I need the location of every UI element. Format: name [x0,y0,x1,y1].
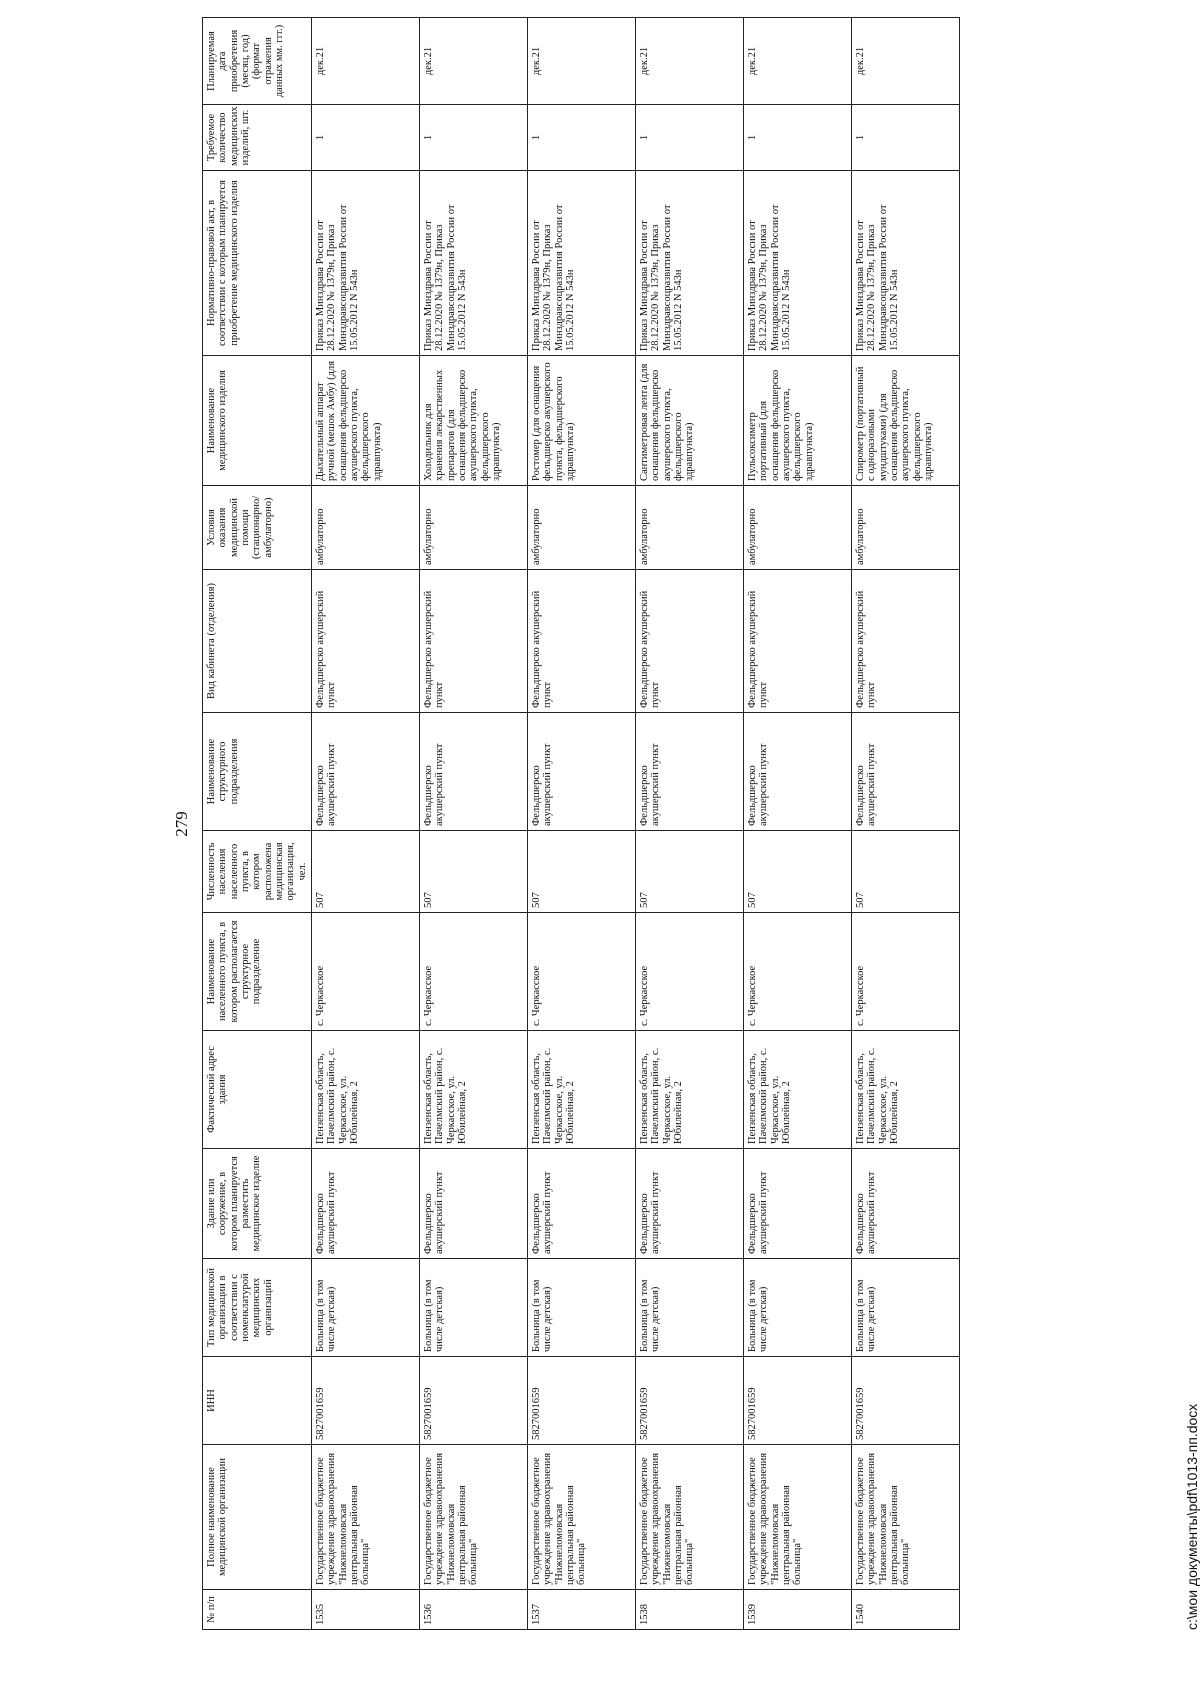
cell-cabinet: Фельдшерско акушерский пункт [527,570,635,713]
cell-device: Ростомер (для оснащения фельдшерско акушерского пункта, фельдшерского здравпункта) [527,356,635,486]
cell-cabinet: Фельдшерско акушерский пункт [419,570,527,713]
cell-inn: 5827001659 [743,1357,851,1445]
cell-settlement: с. Черкасское [635,913,743,1031]
cell-org: Государственное бюджетное учреждение здравоохранения "Нижнеломовская центральная районная больница" [635,1445,743,1590]
cell-inn: 5827001659 [851,1357,959,1445]
cell-device: Спирометр (портативный с одноразовыми мундштуками) (для оснащения фельдшерско акушерского пункта, фельдшерского здравпункта) [851,356,959,486]
cell-type: Больница (в том числе детская) [851,1259,959,1357]
cell-type: Больница (в том числе детская) [743,1259,851,1357]
table-row [527,18,635,1630]
table-header-row [203,18,312,1630]
cell-legal: Приказ Минздрава России от 28.12.2020 № 1379н, Приказ Минздравсоцразвития России от 15.05.2012 N 543н [527,171,635,356]
cell-cabinet: Фельдшерско акушерский пункт [743,570,851,713]
cell-date: дек.21 [635,18,743,105]
header-settlement: Наименование населенного пункта, в котором располагается структурное подразделение [203,913,312,1031]
cell-type: Больница (в том числе детская) [419,1259,527,1357]
cell-subdivision: Фельдшерско акушерский пункт [635,713,743,831]
cell-building: Фельдшерско акушерский пункт [851,1149,959,1259]
cell-date: дек.21 [743,18,851,105]
cell-conditions: амбулаторно [635,486,743,570]
header-type: Тип медицинской организации в соответствии с номенклатурой медицинских организаций [203,1259,312,1357]
cell-org: Государственное бюджетное учреждение здравоохранения "Нижнеломовская центральная районная больница" [419,1445,527,1590]
file-path-footer: c:\мои документы\pdf\1013-пп.docx [1184,1403,1200,1630]
header-address: Фактический адрес здания [203,1031,312,1149]
page-number: 279 [172,811,191,837]
cell-device: Дыхательный аппарат ручной (мешок Амбу) (для оснащения фельдшерско акушерского пункта, фельдшерского здравпункта) [311,356,419,486]
cell-population: 507 [311,831,419,913]
cell-subdivision: Фельдшерско акушерский пункт [527,713,635,831]
header-population: Численность населения населенного пункта, в котором расположена медицинская организация, чел. [203,831,312,913]
header-subdivision: Наименование структурного подразделения [203,713,312,831]
cell-org: Государственное бюджетное учреждение здравоохранения "Нижнеломовская центральная районная больница" [527,1445,635,1590]
header-building: Здание или сооружение, в котором планируется разместить медицинское изделие [203,1149,312,1259]
cell-type: Больница (в том числе детская) [635,1259,743,1357]
header-legal: Нормативно-правовой акт, в соответствии с которым планируется приобретение медицинского изделия [203,171,312,356]
table-row [311,18,419,1630]
cell-building: Фельдшерско акушерский пункт [419,1149,527,1259]
cell-population: 507 [419,831,527,913]
cell-address: Пензенская область, Пачелмский район, с. Черкасское, ул. Юбилейная, 2 [743,1031,851,1149]
cell-subdivision: Фельдшерско акушерский пункт [311,713,419,831]
header-date: Планируемая дата приобретения (месяц, год) (формат отражения данных мм. ггг.) [203,18,312,105]
cell-num: 1540 [851,1590,959,1630]
cell-address: Пензенская область, Пачелмский район, с. Черкасское, ул. Юбилейная, 2 [311,1031,419,1149]
cell-quantity: 1 [527,105,635,171]
cell-subdivision: Фельдшерско акушерский пункт [851,713,959,831]
cell-num: 1538 [635,1590,743,1630]
cell-cabinet: Фельдшерско акушерский пункт [311,570,419,713]
cell-settlement: с. Черкасское [311,913,419,1031]
cell-address: Пензенская область, Пачелмский район, с. Черкасское, ул. Юбилейная, 2 [527,1031,635,1149]
cell-num: 1536 [419,1590,527,1630]
cell-inn: 5827001659 [419,1357,527,1445]
cell-building: Фельдшерско акушерский пункт [527,1149,635,1259]
cell-num: 1537 [527,1590,635,1630]
cell-conditions: амбулаторно [527,486,635,570]
header-device: Наименование медицинского изделия [203,356,312,486]
cell-num: 1535 [311,1590,419,1630]
cell-org: Государственное бюджетное учреждение здравоохранения "Нижнеломовская центральная районная больница" [311,1445,419,1590]
cell-quantity: 1 [743,105,851,171]
table-row [743,18,851,1630]
cell-legal: Приказ Минздрава России от 28.12.2020 № 1379н, Приказ Минздравсоцразвития России от 15.05.2012 N 543н [311,171,419,356]
cell-cabinet: Фельдшерско акушерский пункт [851,570,959,713]
cell-date: дек.21 [527,18,635,105]
cell-device: Холодильник для хранения лекарственных препаратов (для оснащения фельдшерско акушерского пункта, фельдшерского здравпункта) [419,356,527,486]
equipment-table [202,17,960,1630]
cell-quantity: 1 [419,105,527,171]
table-row [851,18,959,1630]
header-conditions: Условия оказания медицинской помощи (стационарно/амбулаторно) [203,486,312,570]
cell-address: Пензенская область, Пачелмский район, с. Черкасское, ул. Юбилейная, 2 [419,1031,527,1149]
cell-building: Фельдшерско акушерский пункт [743,1149,851,1259]
cell-legal: Приказ Минздрава России от 28.12.2020 № 1379н, Приказ Минздравсоцразвития России от 15.05.2012 N 543н [743,171,851,356]
cell-quantity: 1 [311,105,419,171]
cell-device: Сантиметровая лента (для оснащения фельдшерско акушерского пункта, фельдшерского здравпункта) [635,356,743,486]
cell-building: Фельдшерско акушерский пункт [635,1149,743,1259]
cell-org: Государственное бюджетное учреждение здравоохранения "Нижнеломовская центральная районная больница" [743,1445,851,1590]
table-row [419,18,527,1630]
cell-legal: Приказ Минздрава России от 28.12.2020 № 1379н, Приказ Минздравсоцразвития России от 15.05.2012 N 543н [635,171,743,356]
cell-conditions: амбулаторно [419,486,527,570]
cell-date: дек.21 [419,18,527,105]
cell-population: 507 [851,831,959,913]
cell-settlement: с. Черкасское [527,913,635,1031]
header-num: № п/п [203,1590,312,1630]
cell-inn: 5827001659 [311,1357,419,1445]
cell-inn: 5827001659 [527,1357,635,1445]
cell-settlement: с. Черкасское [743,913,851,1031]
cell-settlement: с. Черкасское [419,913,527,1031]
cell-type: Больница (в том числе детская) [527,1259,635,1357]
cell-conditions: амбулаторно [851,486,959,570]
cell-cabinet: Фельдшерско акушерский пункт [635,570,743,713]
cell-subdivision: Фельдшерско акушерский пункт [743,713,851,831]
cell-building: Фельдшерско акушерский пункт [311,1149,419,1259]
cell-subdivision: Фельдшерско акушерский пункт [419,713,527,831]
cell-date: дек.21 [311,18,419,105]
header-org: Полное наименование медицинской организации [203,1445,312,1590]
cell-org: Государственное бюджетное учреждение здравоохранения "Нижнеломовская центральная районная больница" [851,1445,959,1590]
cell-settlement: с. Черкасское [851,913,959,1031]
cell-address: Пензенская область, Пачелмский район, с. Черкасское, ул. Юбилейная, 2 [851,1031,959,1149]
cell-address: Пензенская область, Пачелмский район, с. Черкасское, ул. Юбилейная, 2 [635,1031,743,1149]
cell-conditions: амбулаторно [743,486,851,570]
cell-population: 507 [527,831,635,913]
cell-device: Пульсоксиметр портативный (для оснащения фельдшерско акушерского пункта, фельдшерского здравпункта) [743,356,851,486]
cell-quantity: 1 [635,105,743,171]
cell-quantity: 1 [851,105,959,171]
header-inn: ИНН [203,1357,312,1445]
cell-conditions: амбулаторно [311,486,419,570]
cell-type: Больница (в том числе детская) [311,1259,419,1357]
header-cabinet: Вид кабинета (отделения) [203,570,312,713]
cell-population: 507 [743,831,851,913]
cell-legal: Приказ Минздрава России от 28.12.2020 № 1379н, Приказ Минздравсоцразвития России от 15.05.2012 N 543н [419,171,527,356]
cell-inn: 5827001659 [635,1357,743,1445]
cell-legal: Приказ Минздрава России от 28.12.2020 № 1379н, Приказ Минздравсоцразвития России от 15.05.2012 N 543н [851,171,959,356]
table-row [635,18,743,1630]
cell-num: 1539 [743,1590,851,1630]
cell-population: 507 [635,831,743,913]
header-quantity: Требуемое количество медицинских изделий, шт. [203,105,312,171]
cell-date: дек.21 [851,18,959,105]
rotated-page [172,18,1200,1630]
